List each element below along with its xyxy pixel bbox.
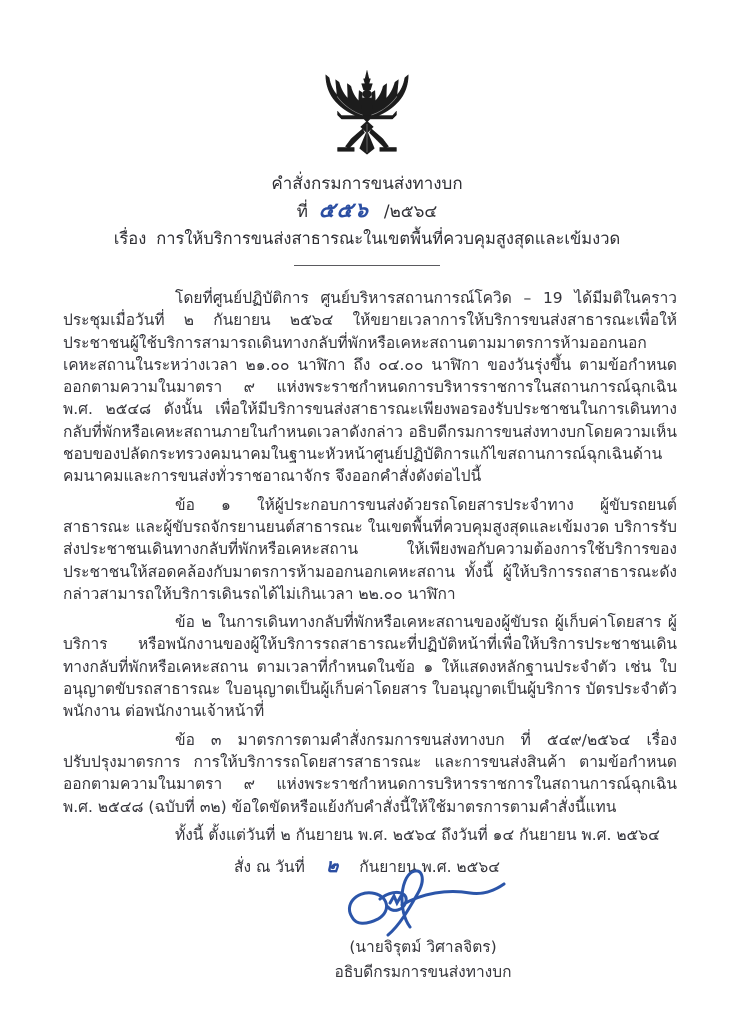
signature-block [268,865,578,985]
signer-name: (นายจิรุตม์ วิศาลจิตร) [349,938,497,957]
clause-1-paragraph: ข้อ ๑ ให้ผู้ประกอบการขนส่งด้วยรถโดยสารประจำทาง ผู้ขับรถยนต์สาธารณะ และผู้ขับรถจักรยานยนต์สาธารณะ ในเขตพื้นที่ควบคุมสูงสุดและเข้มงวด บริการรับส่งประชาชนเดินทางกลับที่พักหรือเคหะสถาน ให้เพียงพอกับความต้องการใช้บริการของประชาชนให้สอดคล้องกับมาตรการห้ามออกนอกเคหะสถาน ทั้งนี้ ผู้ให้บริการรถสาธารณะดังกล่าวสามารถให้บริการเดินรถได้ไม่เกินเวลา ๒๒.๐๐ นาฬิกา [63,495,677,603]
preamble-paragraph: โดยที่ศูนย์ปฏิบัติการ ศูนย์บริหารสถานการณ์โควิด – 19 ได้มีมติในคราวประชุมเมื่อวันที่ ๒ กันยายน ๒๕๖๔ ให้ขยายเวลาการให้บริการขนส่งสาธารณะเพื่อให้ประชาชนผู้ใช้บริการสามารถเดินทางกลับที่พักหรือเคหะสถานตามมาตรการห้ามออกนอกเคหะสถานในระหว่างเวลา ๒๑.๐๐ นาฬิกา ถึง ๐๔.๐๐ นาฬิกา ของวันรุ่งขึ้น ตามข้อกำหนดออกตามความในมาตรา ๙ แห่งพระราชกำหนดการบริหารราชการในสถานการณ์ฉุกเฉิน พ.ศ. ๒๕๔๘ ดังนั้น เพื่อให้มีบริการขนส่งสาธารณะเพียงพอรองรับประชาชนในการเดินทางกลับที่พักหรือเคหะสถานภายในกำหนดเวลาดังกล่าว อธิบดีกรมการขนส่งทางบกโดยความเห็นชอบของปลัดกระทรวงคมนาคมในฐานะหัวหน้าศูนย์ปฏิบัติการแก้ไขสถานการณ์ฉุกเฉินด้านคมนาคมและการขนส่งทั่วราชอาณาจักร จึงออกคำสั่งดังต่อไปนี้ [63,289,677,486]
garuda-emblem-icon [313,68,421,168]
document-header [0,0,734,266]
issued-day-handwritten: ๒ [324,855,340,878]
effective-period-line: ทั้งนี้ ตั้งแต่วันที่ ๒ กันยายน พ.ศ. ๒๕๖๔ ถึงวันที่ ๑๔ กันยายน พ.ศ. ๒๕๖๔ [175,825,660,844]
subject-text: การให้บริการขนส่งสาธารณะในเขตพื้นที่ควบคุมสูงสุดและเข้มงวด [156,229,621,248]
signer-title: อธิบดีกรมการขนส่งทางบก [334,963,512,982]
order-org-title: คำสั่งกรมการขนส่งทางบก [271,174,463,194]
order-number-handwritten: ๕๕๖ [318,198,372,222]
clause-2-paragraph: ข้อ ๒ ในการเดินทางกลับที่พักหรือเคหะสถานของผู้ขับรถ ผู้เก็บค่าโดยสาร ผู้บริการ หรือพนักงานของผู้ให้บริการรถสาธารณะที่ปฏิบัติหน้าที่เพื่อให้บริการประชาชนเดินทางกลับที่พักหรือเคหะสถาน ตามเวลาที่กำหนดในข้อ ๑ ให้แสดงหลักฐานประจำตัว เช่น ใบอนุญาตขับรถสาธารณะ ใบอนุญาตเป็นผู้เก็บค่าโดยสาร ใบอนุญาตเป็นผู้บริการ บัตรประจำตัวพนักงาน ต่อพนักงานเจ้าหน้าที่ [63,613,677,721]
subject-label: เรื่อง [113,229,147,248]
header-divider-line [294,265,440,266]
issued-prefix: สั่ง ณ วันที่ [234,858,305,877]
order-number-line [0,197,734,225]
handwritten-signature-icon [338,865,508,943]
document-body [63,287,677,846]
subject-line [0,227,734,251]
order-number-prefix: ที่ [296,202,308,222]
order-number-year: /๒๕๖๔ [383,202,438,222]
clause-3-paragraph: ข้อ ๓ มาตรการตามคำสั่งกรมการขนส่งทางบก ที่ ๕๔๙/๒๕๖๔ เรื่อง ปรับปรุงมาตรการ การให้บริการรถโดยสารสาธารณะ และการขนส่งสินค้า ตามข้อกำหนดออกตามความในมาตรา ๙ แห่งพระราชกำหนดการบริหารราชการในสถานการณ์ฉุกเฉิน พ.ศ. ๒๕๔๘ (ฉบับที่ ๓๒) ข้อใดขัดหรือแย้งกับคำสั่งนี้ให้ใช้มาตรการตามคำสั่งนี้แทน [63,730,677,816]
issued-suffix: กันยายน พ.ศ. ๒๕๖๔ [359,858,500,877]
